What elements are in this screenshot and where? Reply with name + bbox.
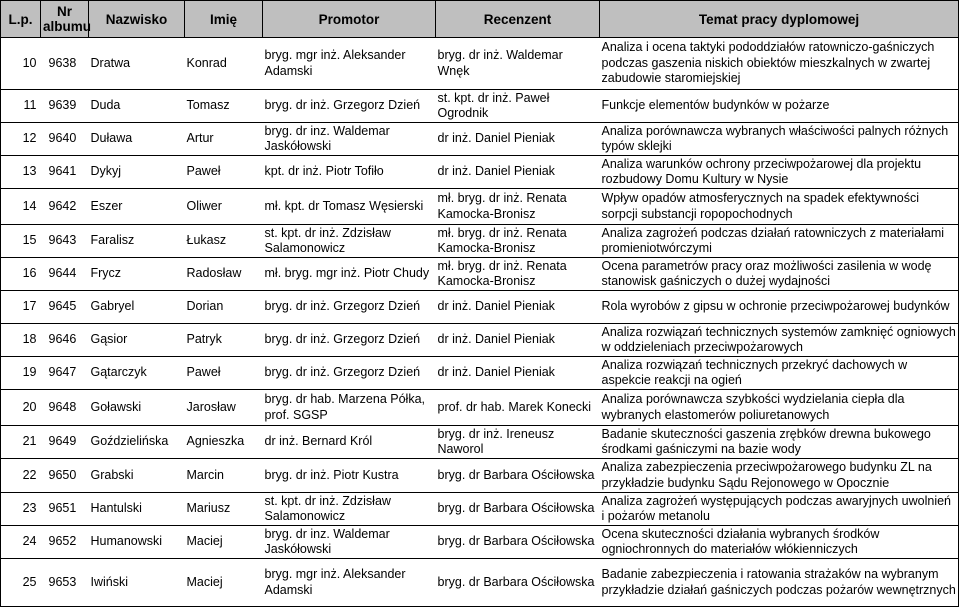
supervisor-cell: mł. bryg. mgr inż. Piotr Chudy [263, 258, 436, 291]
reviewer-cell: mł. bryg. dr inż. Renata Kamocka-Bronisz [436, 189, 600, 225]
topic-cell: Analiza zagrożeń występujących podczas awaryjnych uwolnień i pożarów metanolu [600, 493, 959, 526]
row-number: 19 [1, 357, 41, 390]
row-number: 20 [1, 390, 41, 426]
topic-cell: Analiza warunków ochrony przeciwpożarowej dla projektu rozbudowy Domu Kultury w Nysie [600, 156, 959, 189]
firstname-cell: Artur [185, 123, 263, 156]
surname-cell: Humanowski [89, 526, 185, 559]
topic-cell: Ocena parametrów pracy oraz możliwości zasilenia w wodę stanowisk gaśniczych o dużej wydajności [600, 258, 959, 291]
reviewer-cell: bryg. dr Barbara Ościłowska [436, 493, 600, 526]
surname-cell: Dykyj [89, 156, 185, 189]
reviewer-cell: mł. bryg. dr inż. Renata Kamocka-Bronisz [436, 258, 600, 291]
table-body [1, 38, 959, 607]
table-row [1, 324, 959, 357]
reviewer-cell: dr inż. Daniel Pieniak [436, 357, 600, 390]
surname-cell: Eszer [89, 189, 185, 225]
table-row [1, 225, 959, 258]
header-topic: Temat pracy dyplomowej [600, 1, 959, 38]
supervisor-cell: bryg. dr inz. Waldemar Jaskółowski [263, 123, 436, 156]
table-row [1, 90, 959, 123]
firstname-cell: Oliwer [185, 189, 263, 225]
header-supervisor: Promotor [263, 1, 436, 38]
firstname-cell: Agnieszka [185, 426, 263, 459]
topic-cell: Analiza i ocena taktyki pododdziałów ratowniczo-gaśniczych podczas gaszenia niskich obiektów mieszkalnych w zwartej zabudowie staromiejskiej [600, 38, 959, 90]
reviewer-cell: st. kpt. dr inż. Paweł Ogrodnik [436, 90, 600, 123]
reviewer-cell: bryg. dr inż. Waldemar Wnęk [436, 38, 600, 90]
surname-cell: Duława [89, 123, 185, 156]
surname-cell: Hantulski [89, 493, 185, 526]
reviewer-cell: bryg. dr Barbara Ościłowska [436, 526, 600, 559]
table-row [1, 189, 959, 225]
album-number: 9647 [41, 357, 89, 390]
firstname-cell: Radosław [185, 258, 263, 291]
supervisor-cell: bryg. dr inz. Waldemar Jaskółowski [263, 526, 436, 559]
album-number: 9653 [41, 559, 89, 607]
album-number: 9644 [41, 258, 89, 291]
reviewer-cell: bryg. dr Barbara Ościłowska [436, 559, 600, 607]
album-number: 9643 [41, 225, 89, 258]
topic-cell: Wpływ opadów atmosferycznych na spadek efektywności sorpcji substancji ropopochodnych [600, 189, 959, 225]
supervisor-cell: bryg. dr hab. Marzena Półka, prof. SGSP [263, 390, 436, 426]
row-number: 16 [1, 258, 41, 291]
album-number: 9648 [41, 390, 89, 426]
reviewer-cell: prof. dr hab. Marek Konecki [436, 390, 600, 426]
topic-cell: Analiza rozwiązań technicznych systemów zamknięć ogniowych w oddzieleniach przeciwpożarowych [600, 324, 959, 357]
header-nr-albumu: Nr albumu [41, 1, 89, 38]
table-row [1, 291, 959, 324]
table-row [1, 123, 959, 156]
row-number: 13 [1, 156, 41, 189]
supervisor-cell: st. kpt. dr inż. Zdzisław Salamonowicz [263, 493, 436, 526]
firstname-cell: Jarosław [185, 390, 263, 426]
surname-cell: Dratwa [89, 38, 185, 90]
supervisor-cell: bryg. dr inż. Grzegorz Dzień [263, 90, 436, 123]
topic-cell: Analiza porównawcza szybkości wydzielania ciepła dla wybranych elastomerów poliuretanowych [600, 390, 959, 426]
header-lp: L.p. [1, 1, 41, 38]
row-number: 23 [1, 493, 41, 526]
surname-cell: Duda [89, 90, 185, 123]
row-number: 12 [1, 123, 41, 156]
topic-cell: Rola wyrobów z gipsu w ochronie przeciwpożarowej budynków [600, 291, 959, 324]
row-number: 22 [1, 459, 41, 493]
firstname-cell: Marcin [185, 459, 263, 493]
header-row [1, 1, 959, 38]
supervisor-cell: bryg. dr inż. Grzegorz Dzień [263, 324, 436, 357]
topic-cell: Analiza porównawcza wybranych właściwości palnych różnych typów sklejki [600, 123, 959, 156]
reviewer-cell: dr inż. Daniel Pieniak [436, 324, 600, 357]
header-reviewer: Recenzent [436, 1, 600, 38]
reviewer-cell: bryg. dr inż. Ireneusz Naworol [436, 426, 600, 459]
album-number: 9638 [41, 38, 89, 90]
firstname-cell: Dorian [185, 291, 263, 324]
row-number: 14 [1, 189, 41, 225]
reviewer-cell: dr inż. Daniel Pieniak [436, 156, 600, 189]
firstname-cell: Paweł [185, 156, 263, 189]
supervisor-cell: bryg. dr inż. Grzegorz Dzień [263, 357, 436, 390]
surname-cell: Frycz [89, 258, 185, 291]
topic-cell: Analiza zabezpieczenia przeciwpożarowego budynku ZL na przykładzie budynku Sądu Rejonowego w Opocznie [600, 459, 959, 493]
topic-cell: Ocena skuteczności działania wybranych środków ogniochronnych do materiałów włókienniczych [600, 526, 959, 559]
album-number: 9650 [41, 459, 89, 493]
row-number: 24 [1, 526, 41, 559]
firstname-cell: Mariusz [185, 493, 263, 526]
album-number: 9646 [41, 324, 89, 357]
row-number: 21 [1, 426, 41, 459]
topic-cell: Analiza zagrożeń podczas działań ratowniczych z materiałami promieniotwórczymi [600, 225, 959, 258]
supervisor-cell: bryg. mgr inż. Aleksander Adamski [263, 38, 436, 90]
row-number: 18 [1, 324, 41, 357]
supervisor-cell: bryg. mgr inż. Aleksander Adamski [263, 559, 436, 607]
surname-cell: Faralisz [89, 225, 185, 258]
supervisor-cell: st. kpt. dr inż. Zdzisław Salamonowicz [263, 225, 436, 258]
row-number: 25 [1, 559, 41, 607]
table-row [1, 357, 959, 390]
album-number: 9649 [41, 426, 89, 459]
row-number: 17 [1, 291, 41, 324]
topic-cell: Badanie skuteczności gaszenia zrębków drewna bukowego środkami gaśniczymi na bazie wody [600, 426, 959, 459]
firstname-cell: Maciej [185, 559, 263, 607]
table-row [1, 38, 959, 90]
row-number: 10 [1, 38, 41, 90]
reviewer-cell: mł. bryg. dr inż. Renata Kamocka-Bronisz [436, 225, 600, 258]
row-number: 15 [1, 225, 41, 258]
firstname-cell: Konrad [185, 38, 263, 90]
surname-cell: Gabryel [89, 291, 185, 324]
topic-cell: Analiza rozwiązań technicznych przekryć dachowych w aspekcie reakcji na ogień [600, 357, 959, 390]
topic-cell: Funkcje elementów budynków w pożarze [600, 90, 959, 123]
firstname-cell: Paweł [185, 357, 263, 390]
supervisor-cell: bryg. dr inż. Grzegorz Dzień [263, 291, 436, 324]
header-surname: Nazwisko [89, 1, 185, 38]
surname-cell: Grabski [89, 459, 185, 493]
supervisor-cell: mł. kpt. dr Tomasz Węsierski [263, 189, 436, 225]
reviewer-cell: dr inż. Daniel Pieniak [436, 291, 600, 324]
supervisor-cell: dr inż. Bernard Król [263, 426, 436, 459]
firstname-cell: Patryk [185, 324, 263, 357]
table-row [1, 156, 959, 189]
reviewer-cell: bryg. dr Barbara Ościłowska [436, 459, 600, 493]
album-number: 9645 [41, 291, 89, 324]
reviewer-cell: dr inż. Daniel Pieniak [436, 123, 600, 156]
surname-cell: Gątarczyk [89, 357, 185, 390]
table-row [1, 526, 959, 559]
table-row [1, 459, 959, 493]
album-number: 9651 [41, 493, 89, 526]
topic-cell: Badanie zabezpieczenia i ratowania strażaków na wybranym przykładzie działań gaśniczych podczas pożarów wewnętrznych [600, 559, 959, 607]
surname-cell: Goździelińska [89, 426, 185, 459]
row-number: 11 [1, 90, 41, 123]
supervisor-cell: bryg. dr inż. Piotr Kustra [263, 459, 436, 493]
table-row [1, 493, 959, 526]
surname-cell: Iwiński [89, 559, 185, 607]
table-row [1, 390, 959, 426]
album-number: 9652 [41, 526, 89, 559]
table-row [1, 258, 959, 291]
firstname-cell: Maciej [185, 526, 263, 559]
table-row [1, 426, 959, 459]
firstname-cell: Łukasz [185, 225, 263, 258]
album-number: 9639 [41, 90, 89, 123]
header-firstname: Imię [185, 1, 263, 38]
album-number: 9641 [41, 156, 89, 189]
surname-cell: Gąsior [89, 324, 185, 357]
table-row [1, 559, 959, 607]
album-number: 9642 [41, 189, 89, 225]
album-number: 9640 [41, 123, 89, 156]
supervisor-cell: kpt. dr inż. Piotr Tofiło [263, 156, 436, 189]
surname-cell: Goławski [89, 390, 185, 426]
firstname-cell: Tomasz [185, 90, 263, 123]
